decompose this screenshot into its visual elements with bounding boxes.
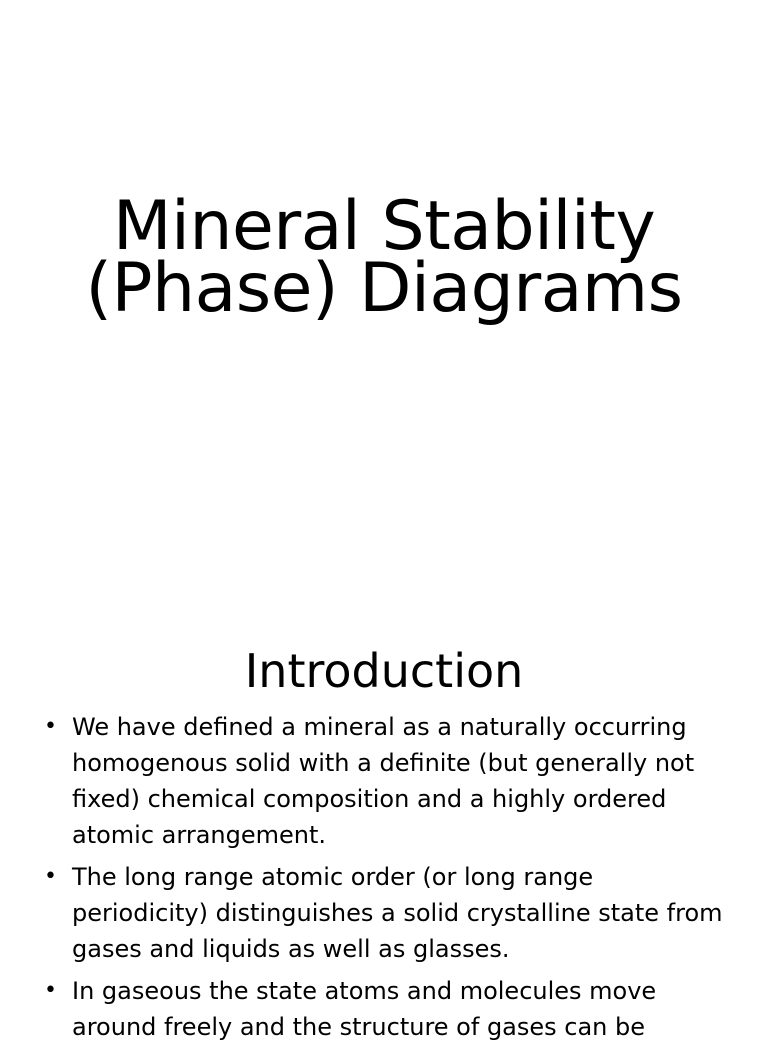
bullet-item: [44, 709, 734, 853]
slide-title: [0, 187, 768, 328]
bullet-list: [44, 709, 734, 1051]
bullet-icon: •: [44, 714, 57, 739]
slide-title-line-1: Mineral Stability: [112, 187, 656, 266]
bullet-icon: •: [44, 864, 57, 889]
bullet-text: In gaseous the state atoms and molecules move around freely and the structure of gases can be: [72, 977, 657, 1041]
bullet-item: [44, 973, 734, 1045]
bullet-text: The long range atomic order (or long range periodicity) distinguishes a solid crystalline state from gases and liquids as well as glasses.: [72, 863, 723, 963]
section-heading: Introduction: [244, 644, 524, 698]
bullet-icon: •: [44, 978, 57, 1003]
bullet-item: [44, 859, 734, 967]
slide-title-line-2: (Phase) Diagrams: [85, 249, 683, 328]
bullet-text: We have defined a mineral as a naturally occurring homogenous solid with a definite (but generally not fixed) chemical composition and a highly ordered atomic arrangement.: [72, 713, 695, 849]
